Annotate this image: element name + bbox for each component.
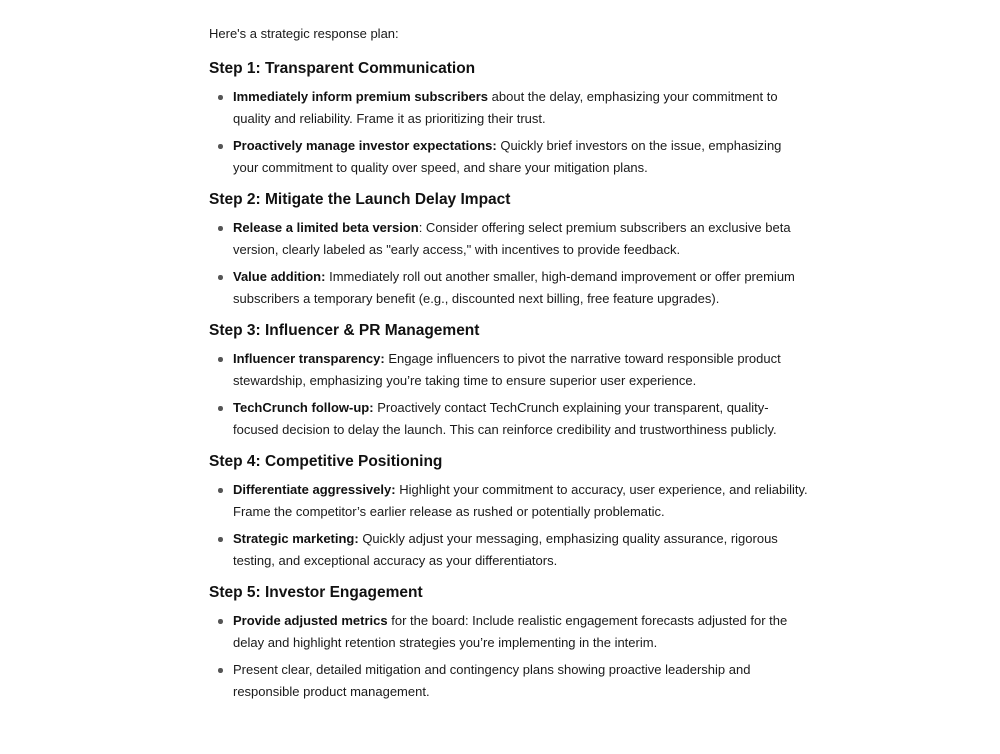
item-text: for the board: Include realistic engagement forecasts adjusted for the delay and highlight retention strategies you’re implementing in the interim. [233, 613, 788, 650]
item-lead: TechCrunch follow-up: [233, 400, 374, 415]
step-2-section [209, 189, 809, 309]
item-lead: Release a limited beta version [233, 220, 419, 235]
response-document [209, 24, 809, 713]
list-item [209, 397, 809, 440]
item-text: Quickly adjust your messaging, emphasizing quality assurance, rigorous testing, and exceptional accuracy as your differentiators. [233, 531, 778, 568]
item-text: Immediately roll out another smaller, high-demand improvement or offer premium subscribers a temporary benefit (e.g., discounted next billing, free feature upgrades). [233, 269, 795, 306]
item-lead: Strategic marketing: [233, 531, 359, 546]
item-text: Present clear, detailed mitigation and contingency plans showing proactive leadership and responsible product management. [233, 662, 751, 699]
list-item [209, 217, 809, 260]
item-lead: Influencer transparency: [233, 351, 385, 366]
list-item [209, 348, 809, 391]
list-item [209, 479, 809, 522]
intro-text: Here's a strategic response plan: [209, 26, 399, 41]
item-lead: Value addition: [233, 269, 326, 284]
step-1-list [209, 86, 809, 178]
step-1-section [209, 58, 809, 178]
item-lead: Proactively manage investor expectations: [233, 138, 497, 153]
step-4-title: Step 4: Competitive Positioning [209, 453, 443, 470]
step-5-list [209, 610, 809, 702]
item-text: Highlight your commitment to accuracy, user experience, and reliability. Frame the competitor’s earlier release as rushed or potentially problematic. [233, 482, 808, 519]
step-3-title: Step 3: Influencer & PR Management [209, 322, 480, 339]
item-text: : Consider offering select premium subscribers an exclusive beta version, clearly labeled as "early access," with incentives to provide feedback. [233, 220, 791, 257]
step-2-list [209, 217, 809, 309]
list-item [209, 659, 809, 702]
item-text: about the delay, emphasizing your commitment to quality and reliability. Frame it as prioritizing their trust. [233, 89, 778, 126]
step-5-section [209, 582, 809, 702]
item-lead: Immediately inform premium subscribers [233, 89, 489, 104]
step-4-list [209, 479, 809, 571]
step-3-section [209, 320, 809, 440]
step-3-list [209, 348, 809, 440]
list-item [209, 86, 809, 129]
item-text: Proactively contact TechCrunch explaining your transparent, quality-focused decision to delay the launch. This can reinforce credibility and trustworthiness publicly. [233, 400, 777, 437]
item-lead: Provide adjusted metrics [233, 613, 388, 628]
list-item [209, 528, 809, 571]
list-item [209, 266, 809, 309]
item-lead: Differentiate aggressively: [233, 482, 396, 497]
step-1-title: Step 1: Transparent Communication [209, 60, 476, 77]
list-item [209, 135, 809, 178]
step-2-title: Step 2: Mitigate the Launch Delay Impact [209, 191, 511, 208]
step-5-title: Step 5: Investor Engagement [209, 584, 423, 601]
item-text: Engage influencers to pivot the narrative toward responsible product stewardship, emphasizing you’re taking time to ensure superior user experience. [233, 351, 781, 388]
step-4-section [209, 451, 809, 571]
list-item [209, 610, 809, 653]
item-text: Quickly brief investors on the issue, emphasizing your commitment to quality over speed, and share your mitigation plans. [233, 138, 782, 175]
